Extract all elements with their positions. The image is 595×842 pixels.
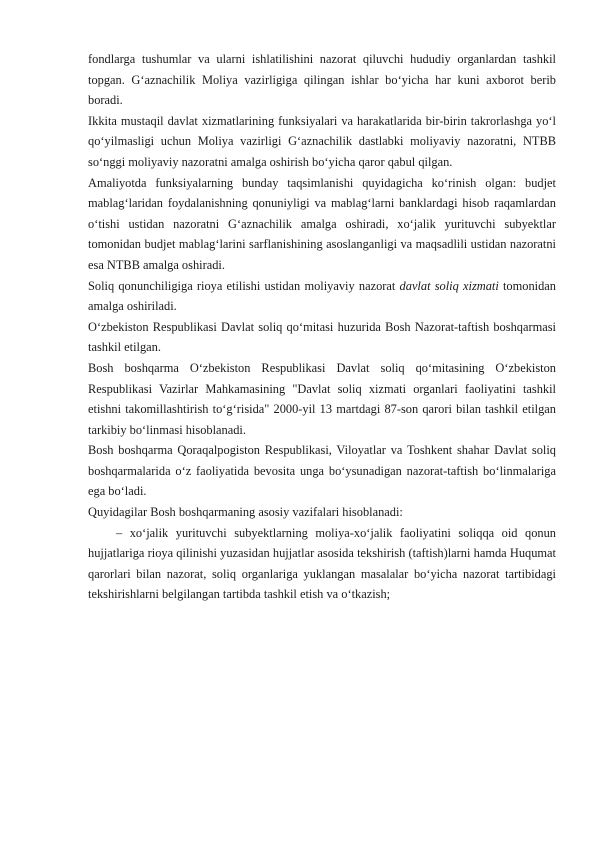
paragraph-5: O‘zbekiston Respublikasi Davlat soliq qo‘mitasi huzurida Bosh Nazorat-taftish boshqarmasi tashkil etilgan. (88, 319, 556, 355)
paragraph-8: Quyidagilar Bosh boshqarmaning asosiy vazifalari hisoblanadi: (88, 505, 403, 520)
paragraph-1: fondlarga tushumlar va ularni ishlatilishini nazorat qiluvchi hududiy organlardan tashkil topgan. G‘aznachilik Moliya vazirligiga qilingan ishlar bo‘yicha har kuni axborot berib boradi. (88, 52, 556, 108)
paragraph-3: Amaliyotda funksiyalarning bunday taqsimlanishi quyidagicha ko‘rinish olgan: budjet mablag‘laridan foydalanishning qonuniyligi va mablag‘larni banklardagi hisob raqamlardan o‘tishi ustidan nazoratni G‘aznachilik amalga oshiradi, xo‘jalik yurituvchi subyektlar tomonidan budjet mablag‘larini sarflanishining asoslanganligi va maqsadlili ustidan nazoratni esa NTBB amalga oshiradi. (88, 175, 556, 272)
paragraph-4 (88, 276, 556, 317)
paragraph-4-emphasis: davlat soliq xizmati (399, 278, 499, 293)
paragraph-7: Bosh boshqarma Qoraqalpogiston Respublikasi, Viloyatlar va Toshkent shahar Davlat soliq boshqarmalarida o‘z faoliyatida bevosita unga bo‘ysunadigan nazorat-taftish bo‘linmalariga ega bo‘ladi. (88, 443, 556, 499)
paragraph-4-text-start: Soliq qonunchiligiga rioya etilishi ustidan moliyaviy nazorat (88, 278, 400, 293)
paragraph-2: Ikkita mustaqil davlat xizmatlarining funksiyalari va harakatlarida bir-birin takrorlashga yo‘l qo‘yilmasligi uchun Moliya vazirligi G‘aznachilik dastlabki moliyaviy nazoratni, NTBB so‘nggi moliyaviy nazoratni amalga oshirish bo‘yicha qaror qabul qilgan. (88, 113, 556, 169)
document-body (88, 49, 556, 605)
paragraph-4-text-end: tomonidan amalga oshiriladi. (88, 278, 556, 314)
list-item-1: – xo‘jalik yurituvchi subyektlarning moliya-xo‘jalik faoliyatini soliqqa oid qonun hujjatlariga rioya qilinishi yuzasidan hujjatlar asosida tekshirish (taftish)larni hamda Huqumat qarorlari bilan nazorat, soliq organlariga yuklangan masalalar bo‘yicha nazorat tartibidagi tekshirishlarni belgilangan tartibda tashkil etish va o‘tkazish; (88, 525, 556, 602)
paragraph-6: Bosh boshqarma O‘zbekiston Respublikasi Davlat soliq qo‘mitasining O‘zbekiston Respublikasi Vazirlar Mahkamasining "Davlat soliq xizmati organlari faoliyatini tashkil etishni takomillashtirish to‘g‘risida" 2000-yil 13 martdagi 87-son qarori bilan tashkil etilgan tarkibiy bo‘linmasi hisoblanadi. (88, 360, 556, 437)
